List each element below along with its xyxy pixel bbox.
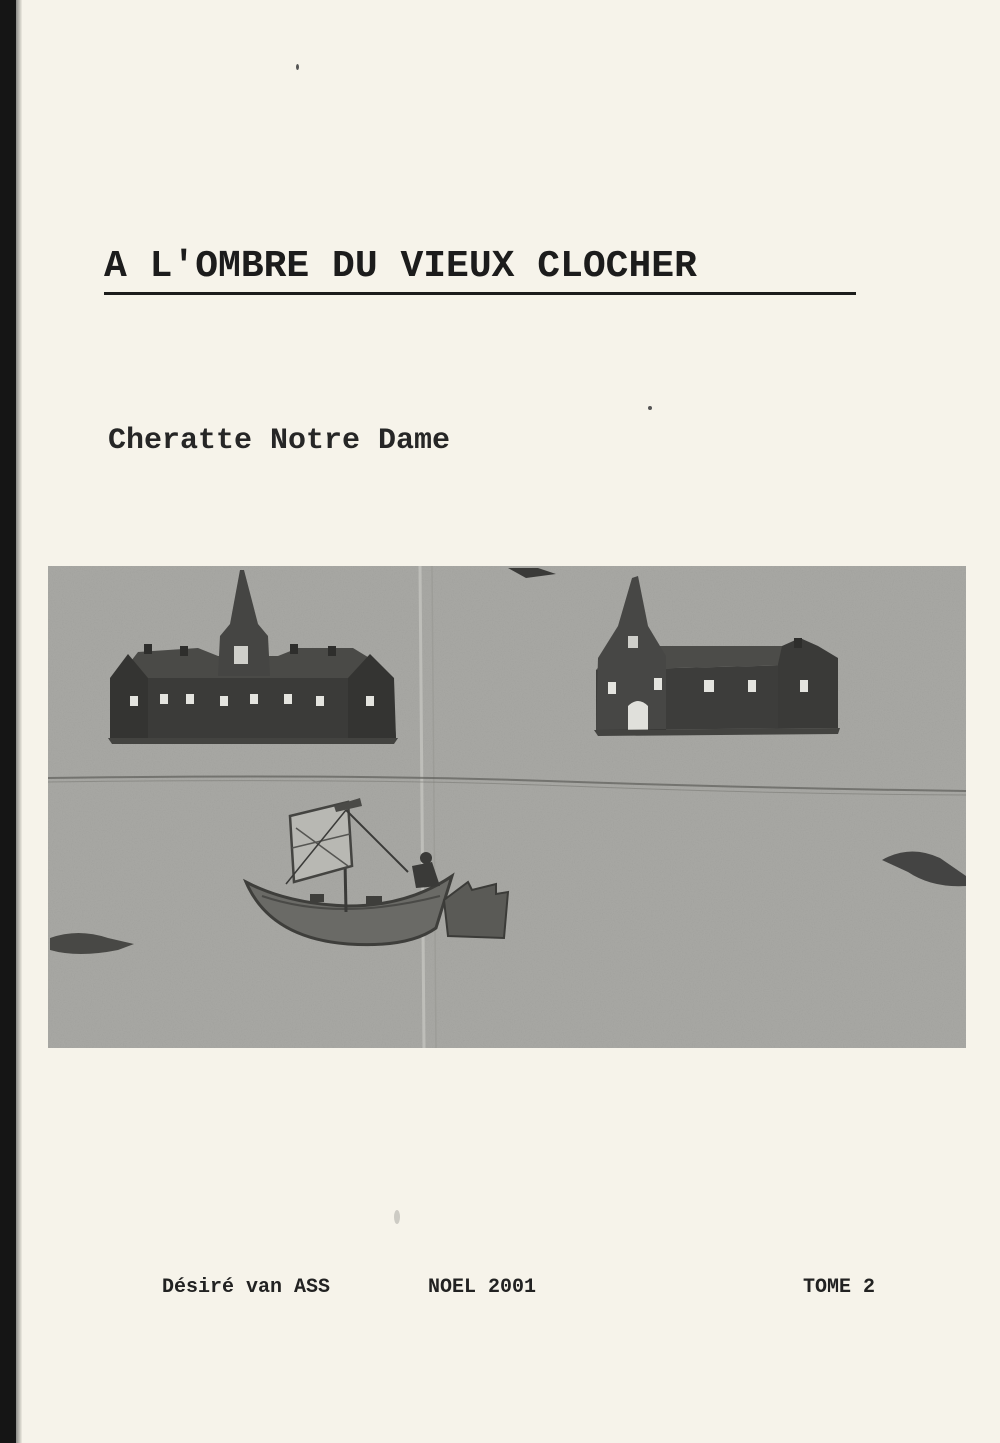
binding-spine-edge — [16, 0, 22, 1443]
paper-speck — [648, 406, 652, 410]
cover-illustration — [48, 566, 966, 1048]
volume-label: TOME 2 — [803, 1276, 876, 1299]
paper-speck — [394, 1210, 400, 1224]
author-name: Désiré van ASS — [162, 1276, 331, 1299]
paper-speck — [296, 64, 299, 70]
title-underline — [104, 292, 856, 295]
cover-title: A L'OMBRE DU VIEUX CLOCHER — [104, 245, 697, 288]
binding-spine — [0, 0, 16, 1443]
cover-subtitle: Cheratte Notre Dame — [108, 424, 451, 458]
publication-date: NOEL 2001 — [428, 1276, 537, 1299]
